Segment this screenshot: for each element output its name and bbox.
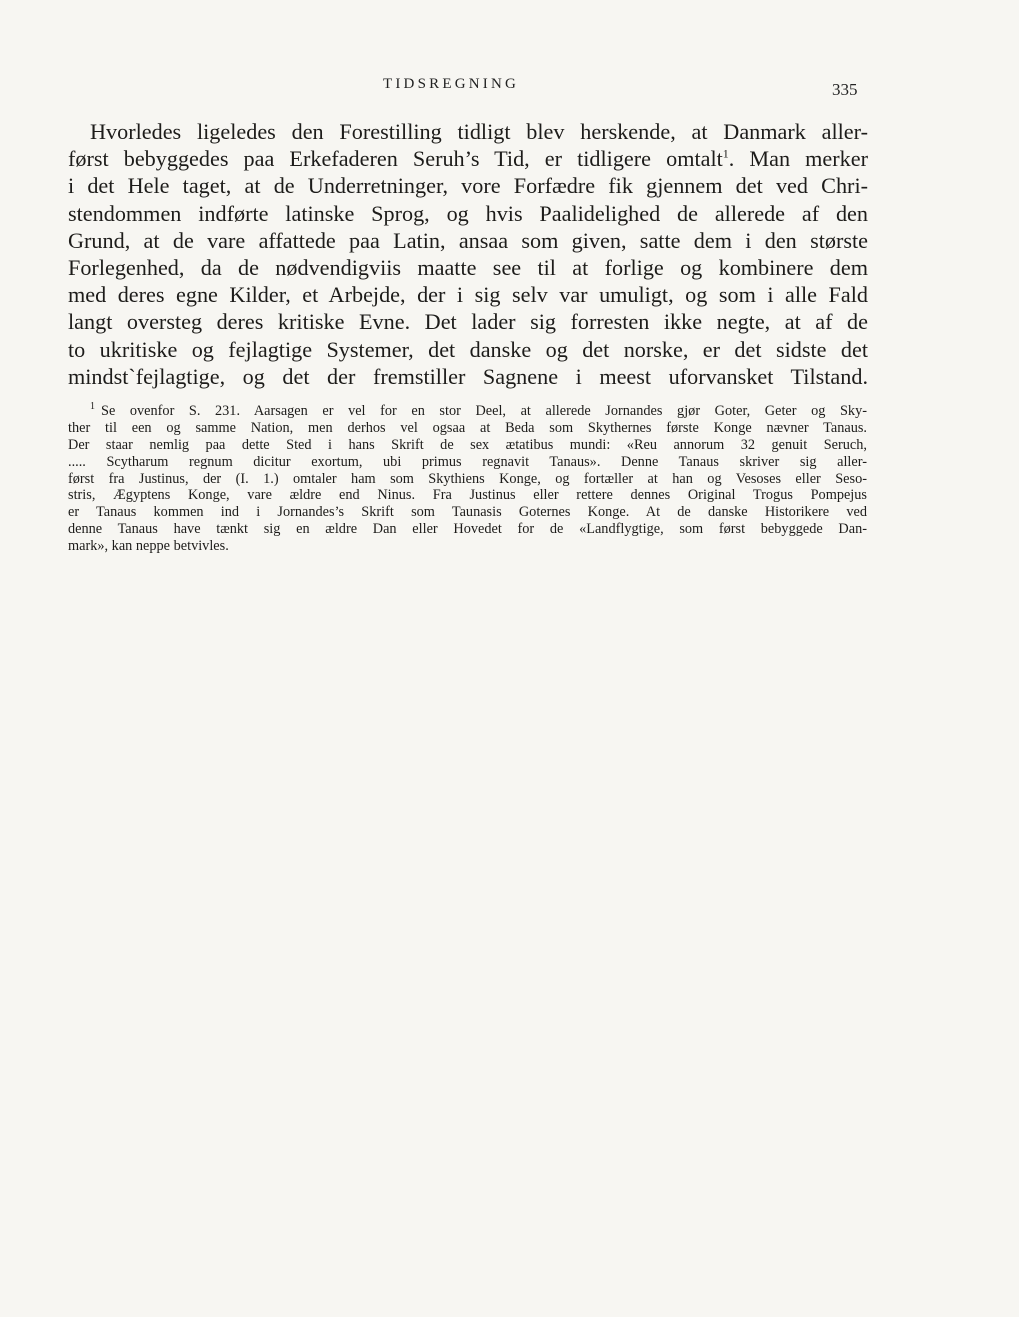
body-line: langt oversteg deres kritiske Evne. Det lader sig forresten ikke negte, at af de [68, 309, 868, 335]
footnote-line: mark», kan neppe betvivles. [68, 538, 229, 555]
footnote-line: ..... Scytharum regnum dicitur exortum, ubi primus regnavit Tanaus». Denne Tanaus skriver sig aller- [68, 453, 867, 470]
body-line: med deres egne Kilder, et Arbejde, der i sig selv var umuligt, og som i alle Fald [68, 282, 868, 308]
footnote-line-text: Se ovenfor S. 231. Aarsagen er vel for en stor Deel, at allerede Jornandes gjør Goter, Geter og Sky- [101, 403, 867, 419]
page-number: 335 [832, 80, 858, 99]
body-line: stendommen indførte latinske Sprog, og hvis Paalidelighed de allerede af den [68, 200, 868, 226]
footnote-block [68, 403, 867, 555]
footnote-line: er Tanaus kommen ind i Jornandes’s Skrift som Taunasis Goternes Konge. At de danske Historikere ved [68, 504, 867, 521]
running-head: TIDSREGNING [383, 76, 520, 92]
body-line: Forlegenhed, da de nødvendigviis maatte see til at forlige og kombinere dem [68, 254, 868, 280]
body-line [68, 145, 868, 172]
footnote-line: denne Tanaus have tænkt sig en ældre Dan eller Hovedet for de «Landflygtige, som først bebyggede Dan- [68, 521, 867, 538]
footnote-reference: 1 [722, 146, 729, 161]
footnote-number: 1 [90, 401, 95, 413]
body-line: i det Hele taget, at de Underretninger, vore Forfædre fik gjennem det ved Chri- [68, 173, 868, 199]
body-line-tail: . Man merker [728, 146, 868, 172]
body-line: mindst`fejlagtige, og det der fremstiller Sagnene i meest uforvansket Tilstand. [68, 363, 868, 389]
footnote-line: Der staar nemlig paa dette Sted i hans Skrift de sex ætatibus mundi: «Reu annorum 32 genuit Seruch, [68, 436, 867, 453]
body-line: Hvorledes ligeledes den Forestilling tidligt blev herskende, at Danmark aller- [90, 119, 868, 144]
footnote-line: først fra Justinus, der (I. 1.) omtaler ham som Skythiens Konge, og fortæller at han og Vesoses eller Seso- [68, 470, 867, 487]
footnote-line: stris, Ægyptens Konge, vare ældre end Ninus. Fra Justinus eller rettere dennes Original Trogus Pompejus [68, 487, 867, 504]
body-line: to ukritiske og fejlagtige Systemer, det danske og det norske, er det sidste det [68, 336, 868, 362]
footnote-line: ther til een og samme Nation, men derhos vel ogsaa at Beda som Skythernes første Konge nævner Tanaus. [68, 419, 867, 436]
main-paragraph [68, 118, 868, 390]
body-line-text: først bebyggedes paa Erkefaderen Seruh’s Tid, er tidligere omtalt [68, 146, 723, 172]
body-line: Grund, at de vare affattede paa Latin, ansaa som given, satte dem i den største [68, 227, 868, 253]
footnote-line [68, 403, 867, 420]
